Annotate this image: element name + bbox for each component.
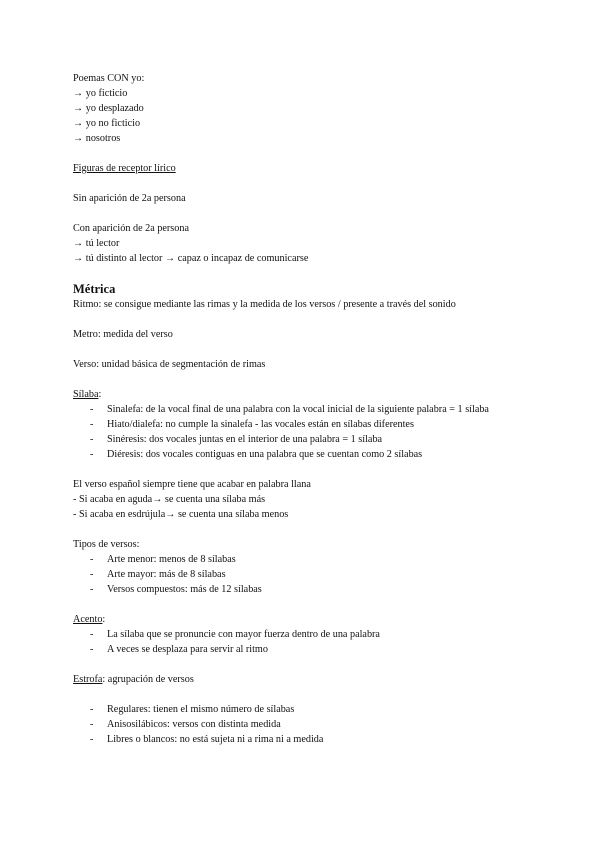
dash-marker: - <box>90 704 94 715</box>
acento-title <box>73 612 573 627</box>
dash-marker: - <box>90 734 94 745</box>
llana-item: - Si acaba en aguda→ se cuenta una sílaba más <box>73 494 266 505</box>
receptor-title: Figuras de receptor lírico <box>73 163 176 174</box>
acento-label: Acento <box>73 614 103 625</box>
list-item-text: Regulares: tienen el mismo número de sílabas <box>107 704 295 715</box>
acento-list <box>73 627 573 657</box>
list-item <box>73 732 573 747</box>
list-item-text: Hiato/dialefa: no cumple la sinalefa - las vocales están en sílabas diferentes <box>107 419 414 430</box>
list-item <box>73 642 573 657</box>
list-item-text: Arte menor: menos de 8 sílabas <box>107 554 236 565</box>
estrofa-title <box>73 672 573 687</box>
list-item <box>73 567 573 582</box>
estrofa-rest: : agrupación de versos <box>102 674 194 685</box>
list-item-text: Sinalefa: de la vocal final de una palabra con la vocal inicial de la siguiente palabra = 1 sílaba <box>107 404 489 415</box>
list-item <box>73 447 573 462</box>
list-item-text: A veces se desplaza para servir al ritmo <box>107 644 268 655</box>
list-item <box>73 717 573 732</box>
dash-marker: - <box>90 644 94 655</box>
list-item <box>73 402 573 417</box>
dash-marker: - <box>90 434 94 445</box>
receptor-sin: Sin aparición de 2a persona <box>73 193 186 204</box>
dash-marker: - <box>90 419 94 430</box>
list-item-text: Libres o blancos: no está sujeta ni a rima ni a medida <box>107 734 324 745</box>
dash-marker: - <box>90 569 94 580</box>
tipos-title: Tipos de versos: <box>73 539 140 550</box>
silaba-colon: : <box>98 389 102 400</box>
silaba-title <box>73 387 573 402</box>
tipos-list <box>73 552 573 597</box>
list-item <box>73 417 573 432</box>
list-item <box>73 552 573 567</box>
list-item-text: Diéresis: dos vocales contiguas en una palabra que se cuentan como 2 sílabas <box>107 449 423 460</box>
silaba-label: Sílaba <box>73 389 99 400</box>
list-item-text: Anisosilábicos: versos con distinta medida <box>107 719 281 730</box>
poemas-item: → yo no ficticio <box>73 118 141 129</box>
receptor-con-title: Con aparición de 2a persona <box>73 223 189 234</box>
dash-marker: - <box>90 404 94 415</box>
list-item <box>73 582 573 597</box>
poemas-item: → yo ficticio <box>73 88 128 99</box>
list-item-text: Versos compuestos: más de 12 sílabas <box>107 584 262 595</box>
dash-marker: - <box>90 554 94 565</box>
list-item-text: Arte mayor: más de 8 sílabas <box>107 569 226 580</box>
dash-marker: - <box>90 449 94 460</box>
metrica-heading: Métrica <box>73 282 116 296</box>
receptor-con-item: → tú lector <box>73 238 120 249</box>
estrofa-label: Estrofa <box>73 674 103 685</box>
llana-item: - Si acaba en esdrújula→ se cuenta una sílaba menos <box>73 509 289 520</box>
dash-marker: - <box>90 719 94 730</box>
dash-marker: - <box>90 584 94 595</box>
list-item-text: La sílaba que se pronuncie con mayor fuerza dentro de una palabra <box>107 629 380 640</box>
list-item <box>73 702 573 717</box>
metrica-verso: Verso: unidad básica de segmentación de rimas <box>73 359 266 370</box>
acento-colon: : <box>102 614 106 625</box>
estrofa-list <box>73 702 573 747</box>
poemas-title: Poemas CON yo: <box>73 73 145 84</box>
metrica-ritmo: Ritmo: se consigue mediante las rimas y la medida de los versos / presente a través del sonido <box>73 299 456 310</box>
document-page <box>73 71 573 747</box>
list-item <box>73 432 573 447</box>
list-item-text: Sinéresis: dos vocales juntas en el interior de una palabra = 1 sílaba <box>107 434 383 445</box>
silaba-list <box>73 402 573 462</box>
receptor-con-item: → tú distinto al lector → capaz o incapaz de comunicarse <box>73 253 309 264</box>
poemas-item: → yo desplazado <box>73 103 144 114</box>
metrica-metro: Metro: medida del verso <box>73 329 173 340</box>
list-item <box>73 627 573 642</box>
poemas-item: → nosotros <box>73 133 121 144</box>
llana-title: El verso español siempre tiene que acabar en palabra llana <box>73 479 311 490</box>
dash-marker: - <box>90 629 94 640</box>
